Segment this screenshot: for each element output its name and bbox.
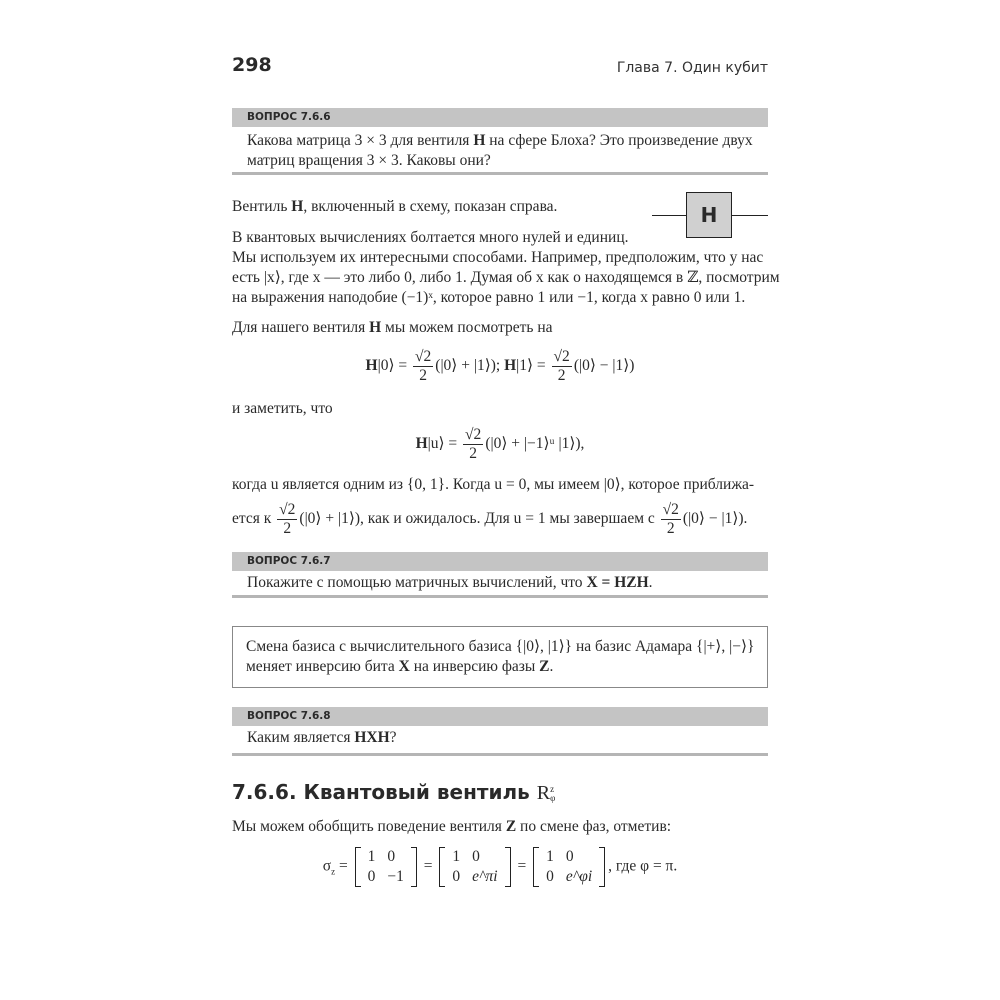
paragraph — [232, 817, 768, 837]
text: z — [550, 784, 555, 795]
equation-h-basis — [232, 348, 768, 385]
text: Z — [539, 658, 550, 675]
text: |0⟩ = — [377, 357, 412, 375]
question-label: ВОПРОС 7.6.6 — [232, 108, 768, 127]
text: ? — [389, 729, 397, 746]
text: 7.6.6. Квантовый вентиль — [232, 780, 537, 804]
text: Смена базиса с вычислительного базиса {|0⟩, |1⟩} на базис Адамара {|+⟩, |−⟩} — [246, 638, 755, 655]
question-label: ВОПРОС 7.6.7 — [232, 552, 768, 571]
text: = — [335, 857, 352, 875]
cell: 1 — [546, 848, 554, 865]
cell: 0 — [565, 848, 574, 865]
text: матриц вращения 3 × 3. Каковы они? — [247, 152, 491, 169]
text: |1⟩ = — [516, 357, 550, 375]
paragraph — [232, 228, 780, 308]
text: |u⟩ = — [427, 435, 462, 453]
text: Какова матрица 3 × 3 для вентиля — [247, 132, 474, 149]
question-label: ВОПРОС 7.6.8 — [232, 707, 768, 726]
denominator: 2 — [666, 520, 675, 537]
question-text — [247, 573, 768, 593]
fraction — [277, 501, 297, 538]
cell: 1 — [367, 848, 376, 865]
text: Мы можем обобщить поведение вентиля — [232, 818, 506, 835]
paragraph — [232, 475, 768, 538]
numerator: √2 — [279, 501, 296, 518]
text: = — [513, 857, 531, 875]
cell: 1 — [452, 848, 461, 865]
question-text — [247, 131, 768, 171]
text: H — [504, 357, 517, 375]
numerator: √2 — [553, 348, 570, 365]
equation-h-u — [232, 426, 768, 463]
text: (|0⟩ + |1⟩), как и ожидалось. Для u = 1 мы завершаем с — [299, 510, 659, 528]
text: на выражения наподобие (−1)ˣ, которое равно 1 или −1, когда x равно 0 или 1. — [232, 289, 746, 306]
text: z — [331, 866, 336, 877]
cell: e^πi — [472, 868, 498, 885]
text: , где φ = π. — [608, 857, 678, 875]
text: меняет инверсию бита — [246, 658, 399, 675]
running-title: Глава 7. Один кубит — [616, 60, 768, 76]
cell: 0 — [472, 848, 480, 865]
cell: −1 — [387, 868, 404, 885]
text: H — [415, 435, 428, 453]
numerator: √2 — [465, 426, 482, 443]
text: H — [369, 319, 382, 336]
text: R — [536, 782, 551, 804]
text: = — [419, 857, 437, 875]
denominator: 2 — [469, 445, 478, 462]
text: X = HZH — [586, 574, 649, 591]
divider — [232, 172, 768, 175]
text: на сфере Блоха? Это произведение двух — [485, 132, 753, 149]
text: на инверсию фазы — [409, 658, 540, 675]
paragraph — [232, 197, 642, 217]
paragraph: и заметить, что — [232, 400, 333, 417]
cell: e^φi — [565, 868, 593, 885]
equation-sigma-z — [232, 847, 768, 887]
text: (|0⟩ + |−1⟩ᵘ |1⟩), — [485, 435, 585, 453]
text: Каким является — [247, 729, 355, 746]
matrix — [439, 847, 510, 887]
page-body — [232, 108, 780, 887]
numerator: √2 — [662, 501, 679, 518]
text: H — [365, 357, 378, 375]
text: (|0⟩ − |1⟩) — [573, 357, 635, 375]
text: . — [648, 574, 653, 591]
fraction — [413, 348, 433, 385]
cell: 0 — [546, 868, 554, 885]
denominator: 2 — [419, 367, 428, 384]
cell: 0 — [367, 868, 376, 885]
note-box — [232, 626, 768, 688]
text: , включенный в схему, показан справа. — [303, 198, 558, 215]
divider — [232, 595, 768, 598]
text: (|0⟩ + |1⟩); — [435, 357, 505, 375]
paragraph — [232, 318, 768, 338]
text: мы можем посмотреть на — [381, 319, 553, 336]
hadamard-gate: H — [686, 192, 732, 238]
text: (|0⟩ − |1⟩). — [682, 510, 748, 528]
text: по смене фаз, отметив: — [516, 818, 672, 835]
fraction — [552, 348, 572, 385]
divider — [232, 753, 768, 756]
numerator: √2 — [415, 348, 432, 365]
matrix — [533, 847, 605, 887]
text: H — [473, 132, 486, 149]
matrix — [355, 847, 417, 887]
section-heading — [232, 778, 768, 807]
text: Z — [505, 818, 517, 835]
text: φ — [550, 793, 556, 804]
question-text — [247, 728, 768, 748]
text: H — [291, 198, 304, 215]
denominator: 2 — [557, 367, 566, 384]
text: . — [549, 658, 554, 675]
text: ется к — [232, 510, 276, 528]
text: когда u является одним из {0, 1}. Когда u = 0, мы имеем |0⟩, которое приближа- — [232, 476, 755, 493]
denominator: 2 — [283, 520, 292, 537]
text: Вентиль — [232, 198, 292, 215]
text: есть |x⟩, где x — это либо 0, либо 1. Думая об x как о находящемся в ℤ, посмотрим — [232, 269, 780, 286]
text: Покажите с помощью матричных вычислений, что — [247, 574, 587, 591]
fraction — [661, 501, 681, 538]
text: X — [398, 658, 410, 675]
text: В квантовых вычислениях болтается много нулей и единиц. — [232, 229, 629, 246]
cell: 0 — [452, 868, 461, 885]
fraction — [463, 426, 483, 463]
text: Мы используем их интересными способами. Например, предположим, что у нас — [232, 249, 764, 266]
text: σ — [322, 857, 332, 875]
text: Для нашего вентиля — [232, 319, 370, 336]
text: HXH — [354, 729, 390, 746]
gate-symbol — [537, 782, 556, 804]
cell: 0 — [387, 848, 396, 865]
page-number: 298 — [232, 54, 272, 76]
